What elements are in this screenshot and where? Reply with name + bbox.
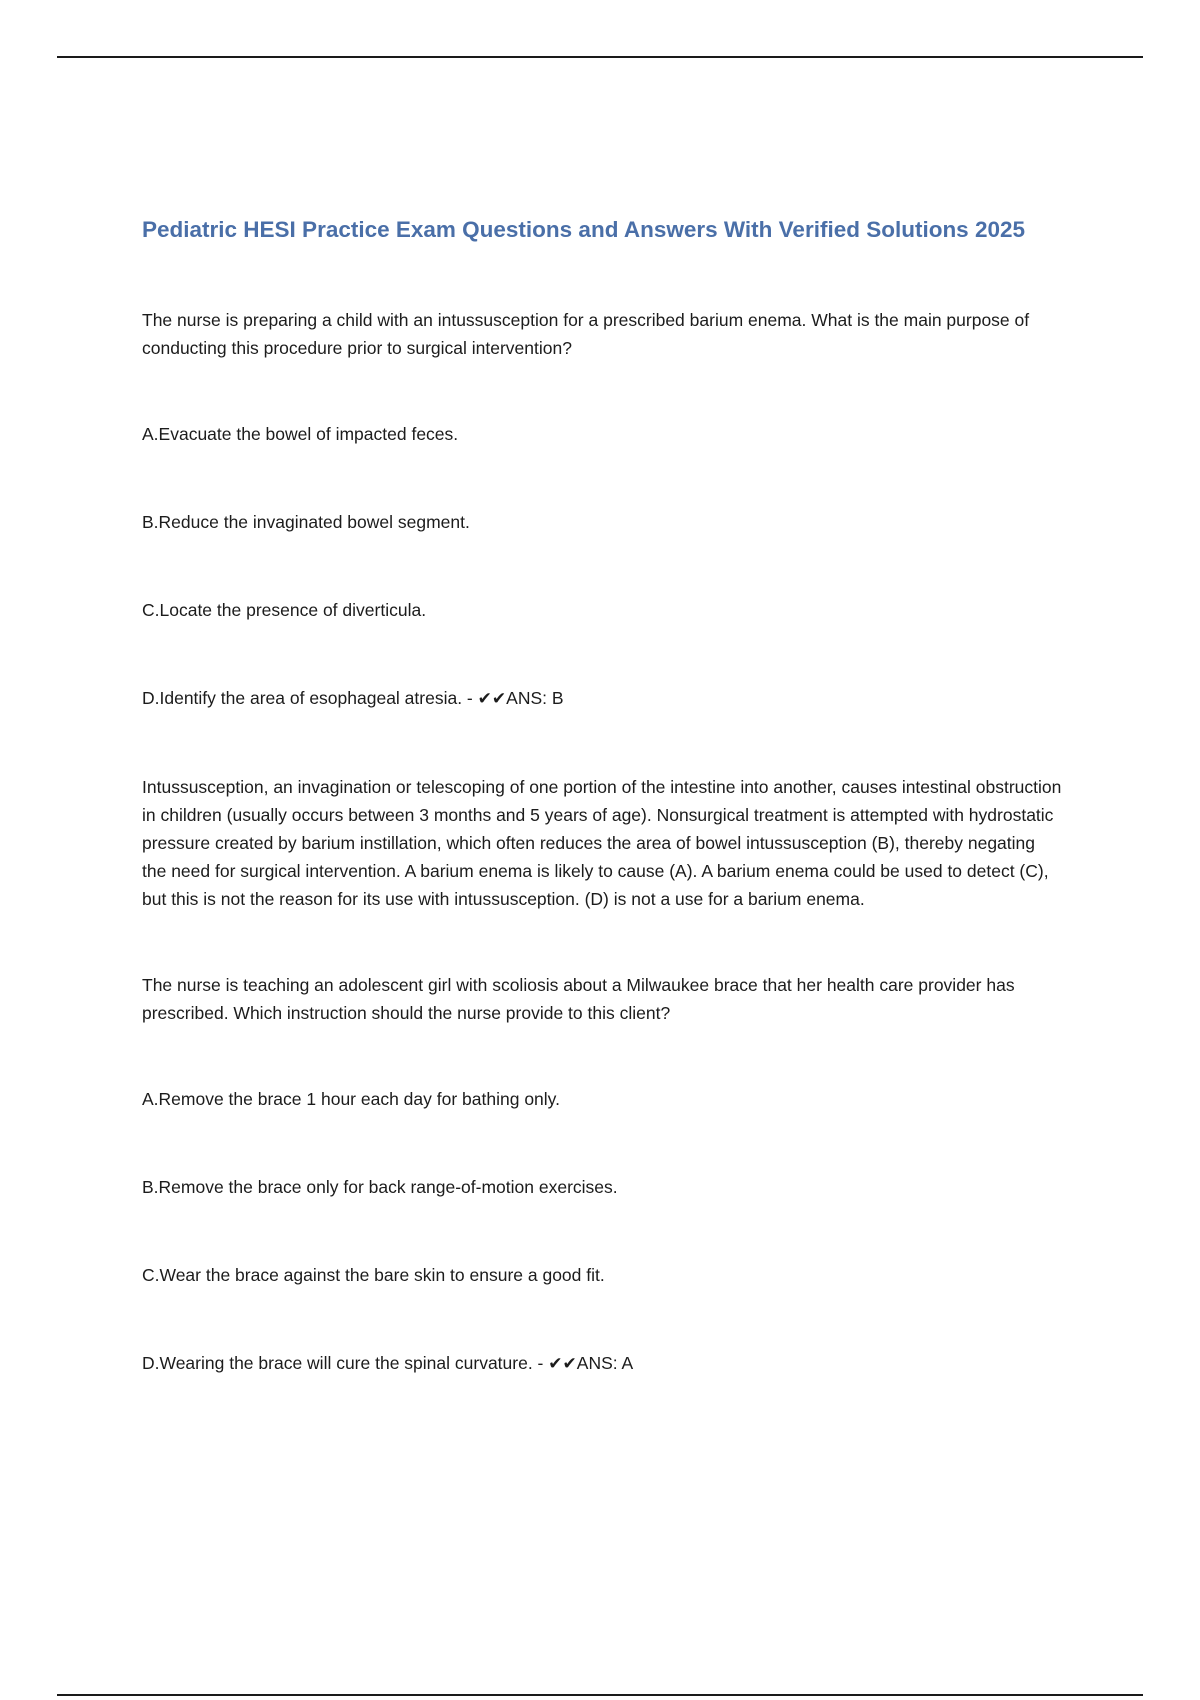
question-2-option-c: C.Wear the brace against the bare skin to ensure a good fit. — [142, 1265, 605, 1285]
question-1-option-b: B.Reduce the invaginated bowel segment. — [142, 512, 470, 532]
top-rule — [57, 56, 1143, 58]
question-2 — [142, 971, 1062, 1378]
question-1-option-c: C.Locate the presence of diverticula. — [142, 600, 427, 620]
double-check-icon: ✔✔ — [477, 689, 507, 709]
question-2-option-d — [142, 1349, 1062, 1378]
question-1-option-d-text: D.Identify the area of esophageal atresia. - — [142, 688, 473, 708]
bottom-rule — [57, 1694, 1143, 1696]
question-2-stem: The nurse is teaching an adolescent girl with scoliosis about a Milwaukee brace that her health care provider has prescribed. Which instruction should the nurse provide to this client? — [142, 975, 1015, 1023]
document-body — [142, 212, 1062, 1378]
question-2-option-d-text: D.Wearing the brace will cure the spinal curvature. - — [142, 1353, 544, 1373]
question-1-answer: ANS: B — [506, 688, 564, 708]
question-1 — [142, 306, 1062, 913]
question-1-option-a: A.Evacuate the bowel of impacted feces. — [142, 424, 459, 444]
question-1-stem: The nurse is preparing a child with an intussusception for a prescribed barium enema. What is the main purpose of conducting this procedure prior to surgical intervention? — [142, 310, 1030, 358]
question-1-explanation: Intussusception, an invagination or telescoping of one portion of the intestine into another, causes intestinal obstruction in children (usually occurs between 3 months and 5 years of age). Nonsurgical treatment is attempted with hydrostatic pressure created by barium instillation, which often reduces the area of bowel intussusception (B), thereby negating the need for surgical intervention. A barium enema is likely to cause (A). A barium enema could be used to detect (C), but this is not the reason for its use with intussusception. (D) is not a use for a barium enema. — [142, 777, 1062, 909]
double-check-icon: ✔✔ — [548, 1354, 577, 1374]
question-2-option-b: B.Remove the brace only for back range-of-motion exercises. — [142, 1177, 618, 1197]
document-title: Pediatric HESI Practice Exam Questions and Answers With Verified Solutions 2025 — [142, 217, 1026, 242]
question-1-option-d — [142, 684, 1062, 713]
question-2-answer: ANS: A — [576, 1353, 634, 1373]
question-2-option-a: A.Remove the brace 1 hour each day for bathing only. — [142, 1089, 560, 1109]
